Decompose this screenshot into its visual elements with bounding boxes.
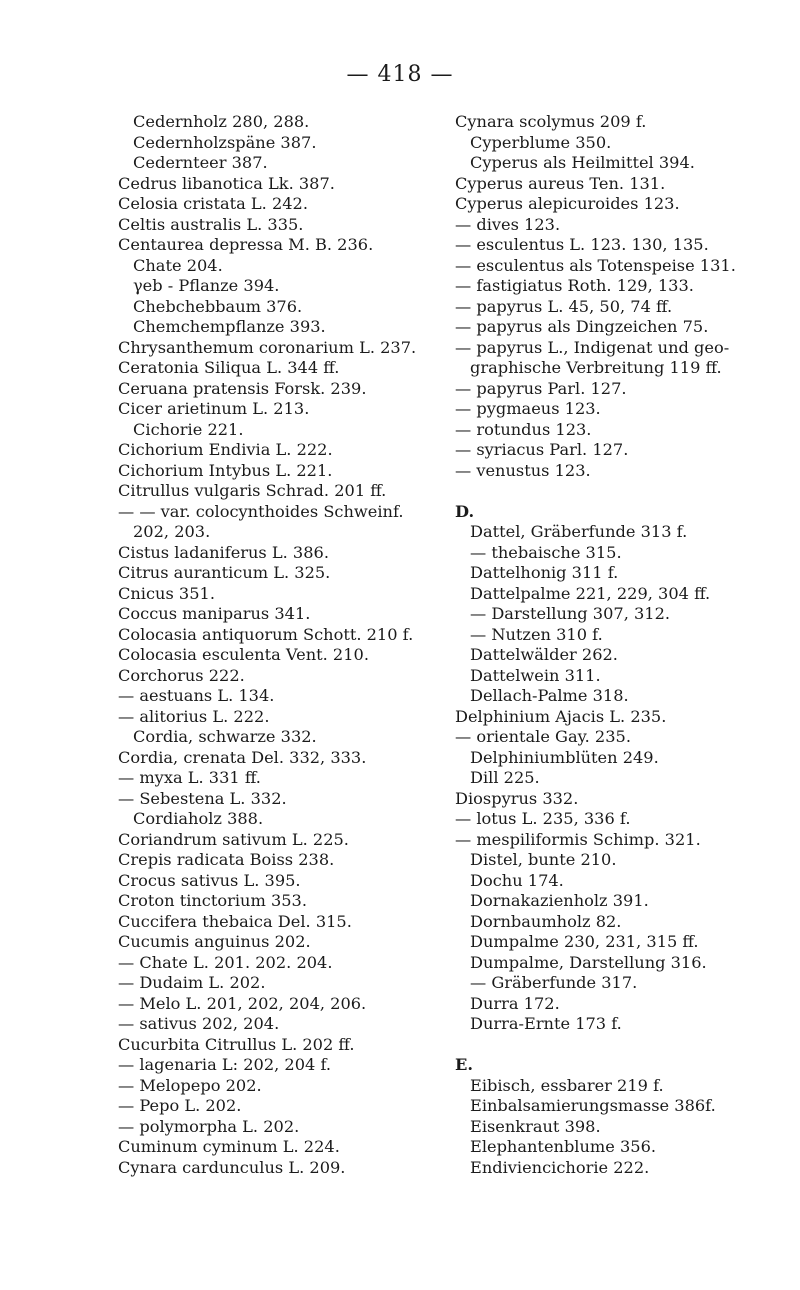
index-entry: Diospyrus 332. (455, 788, 579, 808)
index-entry: Citrus auranticum L. 325. (118, 563, 331, 582)
index-entry: Delphiniumblüten 249. (470, 747, 659, 767)
index-entry: Eisenkraut 398. (470, 1116, 601, 1136)
section-letter-heading: E. (455, 1055, 473, 1074)
index-entry: Cichorie 221. (133, 419, 244, 439)
index-column-left (118, 112, 448, 1178)
index-entry: Dornbaumholz 82. (470, 911, 622, 931)
index-entry: — orientale Gay. 235. (455, 727, 631, 746)
index-entry: — Dudaim L. 202. (118, 973, 266, 992)
index-entry: Cyperblume 350. (470, 132, 612, 152)
index-entry: Cordiaholz 388. (133, 809, 264, 828)
index-entry: Chemchempflanze 393. (133, 317, 326, 336)
index-entry: Cynara cardunculus L. 209. (118, 1157, 346, 1177)
index-entry: — papyrus L., Indigenat und geo- (455, 337, 730, 357)
index-entry: Cuccifera thebaica Del. 315. (118, 911, 352, 931)
index-entry: — papyrus als Dingzeichen 75. (455, 317, 709, 336)
index-entry: — syriacus Parl. 127. (455, 440, 629, 459)
index-entry: Cordia, schwarze 332. (133, 727, 317, 746)
index-entry: Dochu 174. (470, 870, 564, 890)
index-entry: Crocus sativus L. 395. (118, 870, 301, 890)
index-entry: Delphinium Ajacis L. 235. (455, 706, 667, 726)
index-entry: Cichorium Endivia L. 222. (118, 440, 333, 459)
index-entry: Dattelpalme 221, 229, 304 ff. (470, 583, 711, 603)
index-entry: Celtis australis L. 335. (118, 214, 304, 234)
index-entry: Chrysanthemum coronarium L. 237. (118, 337, 417, 357)
index-entry: Ceruana pratensis Forsk. 239. (118, 378, 367, 398)
index-entry: Dattelhonig 311 f. (470, 563, 619, 582)
index-entry: Endiviencichorie 222. (470, 1157, 650, 1177)
index-entry: Ceratonia Siliqua L. 344 ff. (118, 358, 340, 377)
section-gap (455, 1035, 775, 1056)
index-entry: — Melo L. 201, 202, 204, 206. (118, 993, 367, 1013)
section-letter-heading: D. (455, 501, 475, 521)
index-entry: — rotundus 123. (455, 419, 592, 439)
index-entry: Durra 172. (470, 993, 560, 1013)
index-entry: Coccus maniparus 341. (118, 604, 311, 623)
index-entry: Chebchebbaum 376. (133, 296, 303, 316)
index-entry: Dattelwein 311. (470, 665, 601, 685)
index-entry: Einbalsamierungsmasse 386f. (470, 1096, 716, 1115)
index-entry: — mespiliformis Schimp. 321. (455, 829, 701, 849)
index-entry: — aestuans L. 134. (118, 686, 275, 705)
index-entry: Dattel, Gräberfunde 313 f. (470, 522, 688, 541)
index-entry: — papyrus L. 45, 50, 74 ff. (455, 296, 673, 316)
index-entry: — — var. colocynthoides Schweinf. (118, 501, 404, 521)
index-entry: Cedernholz 280, 288. (133, 112, 310, 131)
index-entry: Cyperus als Heilmittel 394. (470, 153, 695, 172)
index-entry: Dellach-Palme 318. (470, 686, 629, 705)
index-entry: — Pepo L. 202. (118, 1096, 242, 1115)
index-entry: Durra-Ernte 173 f. (470, 1014, 622, 1033)
index-entry: Dattelwälder 262. (470, 645, 618, 664)
index-entry: — dives 123. (455, 214, 561, 234)
index-entry: Cicer arietinum L. 213. (118, 399, 310, 418)
index-entry: — thebaische 315. (470, 542, 622, 562)
index-entry: Cucumis anguinus 202. (118, 932, 311, 951)
index-entry: Colocasia esculenta Vent. 210. (118, 645, 369, 664)
index-entry: Cucurbita Citrullus L. 202 ff. (118, 1034, 355, 1054)
index-entry: — lotus L. 235, 336 f. (455, 809, 631, 828)
index-entry: — Sebestena L. 332. (118, 788, 287, 808)
index-entry: Cistus ladaniferus L. 386. (118, 542, 329, 562)
index-entry: Colocasia antiquorum Schott. 210 f. (118, 624, 414, 644)
index-entry: — myxa L. 331 ff. (118, 768, 261, 787)
index-entry: — pygmaeus 123. (455, 399, 601, 418)
index-entry: Cnicus 351. (118, 583, 215, 603)
index-entry: — Darstellung 307, 312. (470, 604, 671, 623)
index-entry: — fastigiatus Roth. 129, 133. (455, 276, 694, 295)
index-entry: Cedrus libanotica Lk. 387. (118, 173, 335, 193)
index-entry: — esculentus L. 123. 130, 135. (455, 235, 709, 254)
index-entry: γeb - Pflanze 394. (133, 276, 280, 295)
index-entry: — lagenaria L: 202, 204 f. (118, 1055, 332, 1074)
index-entry: — venustus 123. (455, 460, 591, 480)
index-entry: Distel, bunte 210. (470, 850, 617, 869)
index-entry: Cyperus aureus Ten. 131. (455, 173, 666, 193)
index-entry: — sativus 202, 204. (118, 1014, 280, 1033)
index-entry: Dumpalme, Darstellung 316. (470, 952, 707, 972)
index-entry: Dornakazienholz 391. (470, 891, 649, 910)
index-entry: Cedernholzspäne 387. (133, 132, 317, 152)
index-entry: Corchorus 222. (118, 665, 245, 685)
index-entry: Cederntеer 387. (133, 153, 268, 172)
index-entry: — Chate L. 201. 202. 204. (118, 952, 333, 972)
index-entry: Cyperus alepicuroides 123. (455, 194, 680, 213)
index-entry: — alitorius L. 222. (118, 706, 270, 726)
index-entry: Cichorium Intybus L. 221. (118, 460, 333, 480)
section-gap (455, 481, 775, 502)
index-entry: — Nutzen 310 f. (470, 624, 603, 644)
index-entry: Chate 204. (133, 255, 223, 275)
index-entry: Crepis radicata Boiss 238. (118, 850, 335, 869)
index-entry: — papyrus Parl. 127. (455, 378, 627, 398)
index-entry: 202, 203. (133, 522, 211, 541)
index-entry: — Melopepo 202. (118, 1075, 262, 1095)
index-entry: — polymorpha L. 202. (118, 1116, 300, 1136)
index-entry: Cynara scolymus 209 f. (455, 112, 647, 131)
index-entry: Croton tinctorium 353. (118, 891, 307, 910)
index-entry: Cordia, crenata Del. 332, 333. (118, 747, 367, 767)
index-entry: Citrullus vulgaris Schrad. 201 ff. (118, 481, 387, 500)
index-entry: Coriandrum sativum L. 225. (118, 829, 349, 849)
index-entry: Dill 225. (470, 768, 540, 787)
page-number: — 418 — (346, 62, 454, 87)
index-entry: Cuminum cyminum L. 224. (118, 1137, 340, 1156)
index-entry: Dumpalme 230, 231, 315 ff. (470, 932, 699, 951)
index-entry: Centaurea depressa M. B. 236. (118, 235, 374, 254)
index-entry: Elephantenblume 356. (470, 1137, 657, 1156)
index-entry: Eibisch, essbarer 219 f. (470, 1075, 664, 1095)
index-entry: graphische Verbreitung 119 ff. (470, 358, 722, 377)
index-entry: Celosia cristata L. 242. (118, 194, 308, 213)
index-entry: — Gräberfunde 317. (470, 973, 638, 992)
index-column-right (455, 112, 775, 1178)
index-entry: — esculentus als Totenspeise 131. (455, 255, 736, 275)
